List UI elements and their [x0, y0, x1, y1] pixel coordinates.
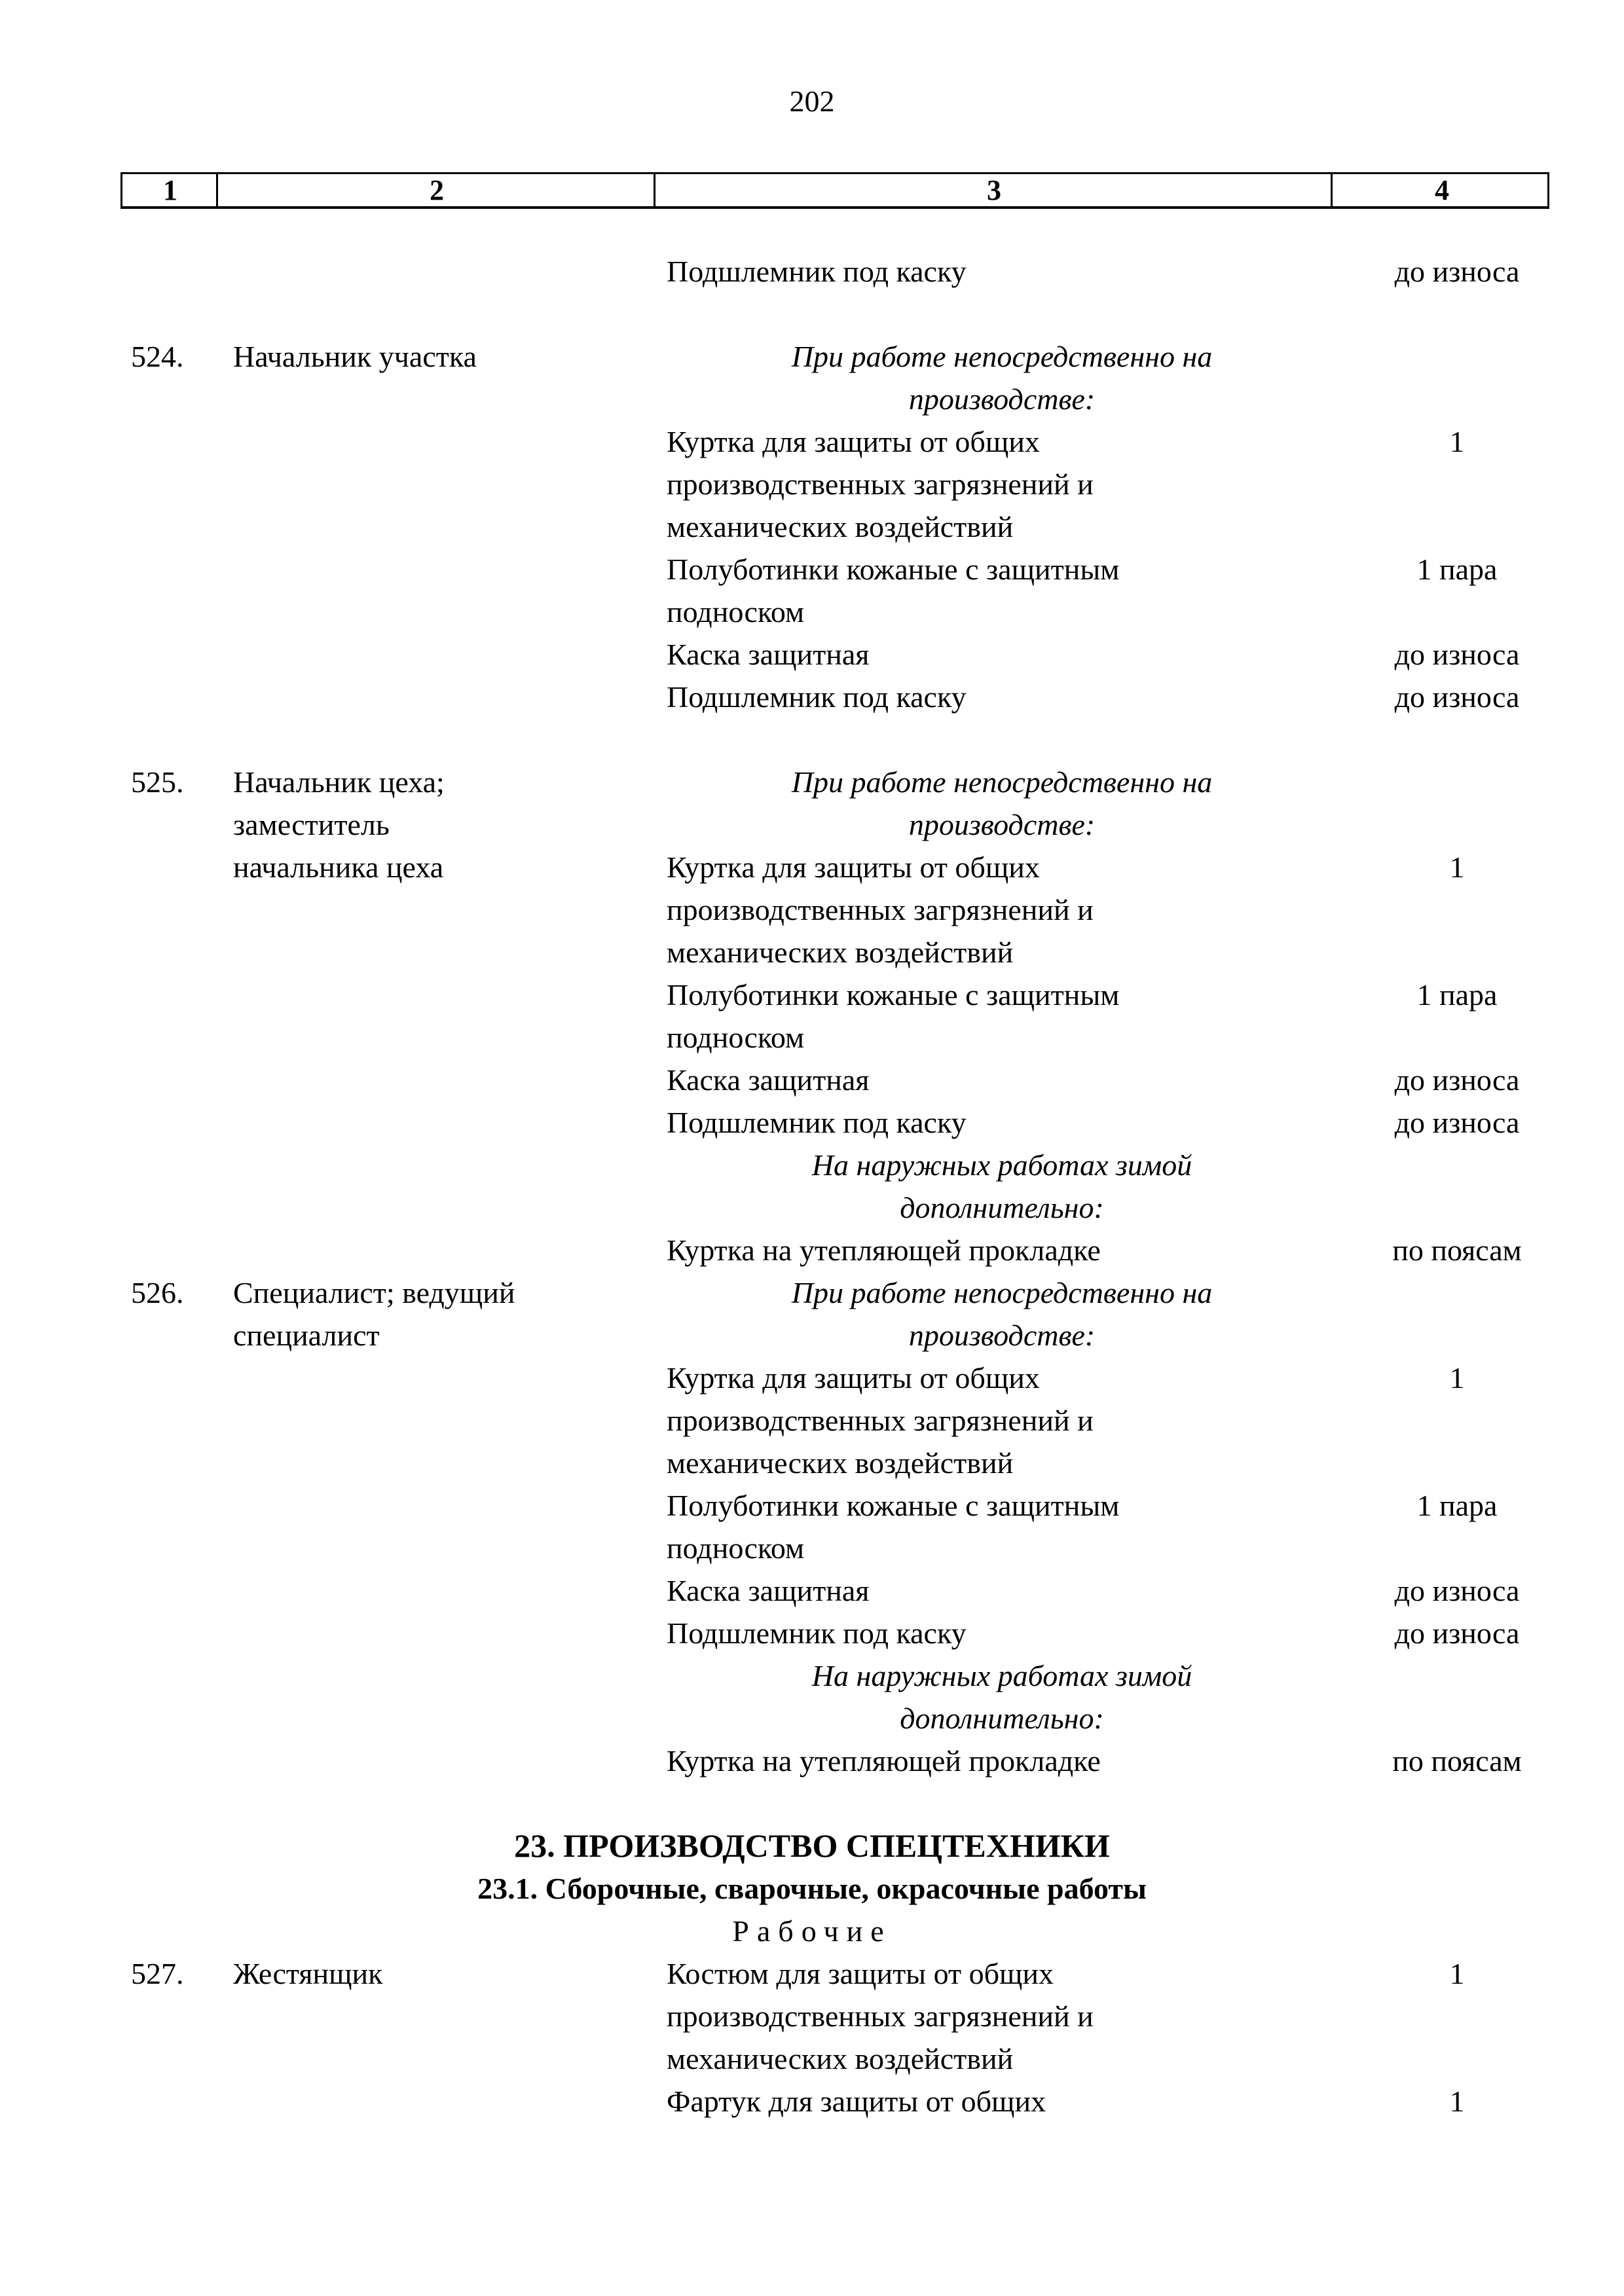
- condition-note: На наружных работах зимой: [811, 1659, 1192, 1692]
- item-name: Подшлемник под каску: [667, 1616, 967, 1650]
- item-name: производственных загрязнений и: [667, 1999, 1094, 2033]
- entry-number: 527.: [131, 1957, 184, 1990]
- item-name: производственных загрязнений и: [667, 467, 1094, 501]
- item-name: Куртка для защиты от общих: [667, 1361, 1040, 1394]
- item-quantity: по поясам: [1392, 1233, 1522, 1267]
- item-quantity: до износа: [1394, 638, 1520, 671]
- item-name: механических воздействий: [667, 510, 1014, 543]
- condition-note: дополнительно:: [900, 1191, 1104, 1224]
- item-quantity: 1: [1449, 850, 1465, 884]
- item-name: Подшлемник под каску: [667, 680, 967, 714]
- item-name: Каска защитная: [667, 638, 870, 671]
- item-quantity: 1 пара: [1416, 553, 1498, 586]
- condition-note: При работе непосредственно на: [791, 340, 1213, 373]
- section-title: 23. ПРОИЗВОДСТВО СПЕЦТЕХНИКИ: [514, 1827, 1110, 1864]
- condition-note: На наружных работах зимой: [811, 1148, 1192, 1182]
- item-quantity: до износа: [1394, 255, 1520, 288]
- header-col-3: 3: [987, 174, 1001, 206]
- worker-category: Рабочие: [732, 1914, 892, 1948]
- item-name: Костюм для защиты от общих: [667, 1957, 1054, 1990]
- condition-note: производстве:: [908, 382, 1096, 416]
- header-col-4: 4: [1435, 174, 1449, 206]
- item-name: Каска защитная: [667, 1063, 870, 1097]
- item-name: подноском: [667, 1021, 805, 1054]
- subsection-title: 23.1. Сборочные, сварочные, окрасочные работы: [477, 1872, 1147, 1905]
- item-name: Куртка на утепляющей прокладке: [667, 1744, 1101, 1777]
- item-name: Подшлемник под каску: [667, 255, 967, 288]
- condition-note: производстве:: [908, 808, 1096, 841]
- item-quantity: 1 пара: [1416, 1489, 1498, 1522]
- item-name: Каска защитная: [667, 1574, 870, 1607]
- item-quantity: 1: [1449, 2085, 1465, 2118]
- item-name: подноском: [667, 595, 805, 629]
- entry-number: 526.: [131, 1276, 184, 1309]
- item-quantity: до износа: [1394, 680, 1520, 714]
- item-name: Полуботинки кожаные с защитным: [667, 1489, 1120, 1522]
- position-name: Специалист; ведущий: [233, 1276, 515, 1309]
- item-name: Полуботинки кожаные с защитным: [667, 553, 1120, 586]
- item-quantity: 1: [1449, 425, 1465, 458]
- item-quantity: по поясам: [1392, 1744, 1522, 1777]
- item-quantity: до износа: [1394, 1574, 1520, 1607]
- item-name: Полуботинки кожаные с защитным: [667, 978, 1120, 1011]
- item-name: механических воздействий: [667, 936, 1014, 969]
- condition-note: производстве:: [908, 1319, 1096, 1352]
- item-name: Куртка для защиты от общих: [667, 425, 1040, 458]
- table-header: [120, 172, 1549, 209]
- item-quantity: 1 пара: [1416, 978, 1498, 1011]
- item-quantity: до износа: [1394, 1106, 1520, 1139]
- entry-number: 525.: [131, 765, 184, 799]
- condition-note: дополнительно:: [900, 1702, 1104, 1735]
- condition-note: При работе непосредственно на: [791, 1276, 1213, 1309]
- position-name: Жестянщик: [233, 1957, 383, 1990]
- position-name: Начальник цеха;: [233, 765, 445, 799]
- item-name: производственных загрязнений и: [667, 893, 1094, 926]
- entry-number: 524.: [131, 340, 184, 373]
- item-name: производственных загрязнений и: [667, 1404, 1094, 1437]
- item-quantity: до износа: [1394, 1063, 1520, 1097]
- item-name: механических воздействий: [667, 2042, 1014, 2075]
- item-quantity: 1: [1449, 1361, 1465, 1394]
- header-col-1: 1: [163, 174, 177, 206]
- header-col-2: 2: [430, 174, 444, 206]
- position-name: Начальник участка: [233, 340, 477, 373]
- position-name: начальника цеха: [233, 850, 444, 884]
- condition-note: При работе непосредственно на: [791, 765, 1213, 799]
- item-name: Куртка для защиты от общих: [667, 850, 1040, 884]
- item-quantity: 1: [1449, 1957, 1465, 1990]
- item-name: Подшлемник под каску: [667, 1106, 967, 1139]
- item-quantity: до износа: [1394, 1616, 1520, 1650]
- position-name: заместитель: [233, 808, 390, 841]
- item-name: Куртка на утепляющей прокладке: [667, 1233, 1101, 1267]
- position-name: специалист: [233, 1319, 380, 1352]
- item-name: подноском: [667, 1531, 805, 1565]
- page-number: 202: [789, 84, 835, 118]
- item-name: механических воздействий: [667, 1446, 1014, 1480]
- item-name: Фартук для защиты от общих: [667, 2085, 1046, 2118]
